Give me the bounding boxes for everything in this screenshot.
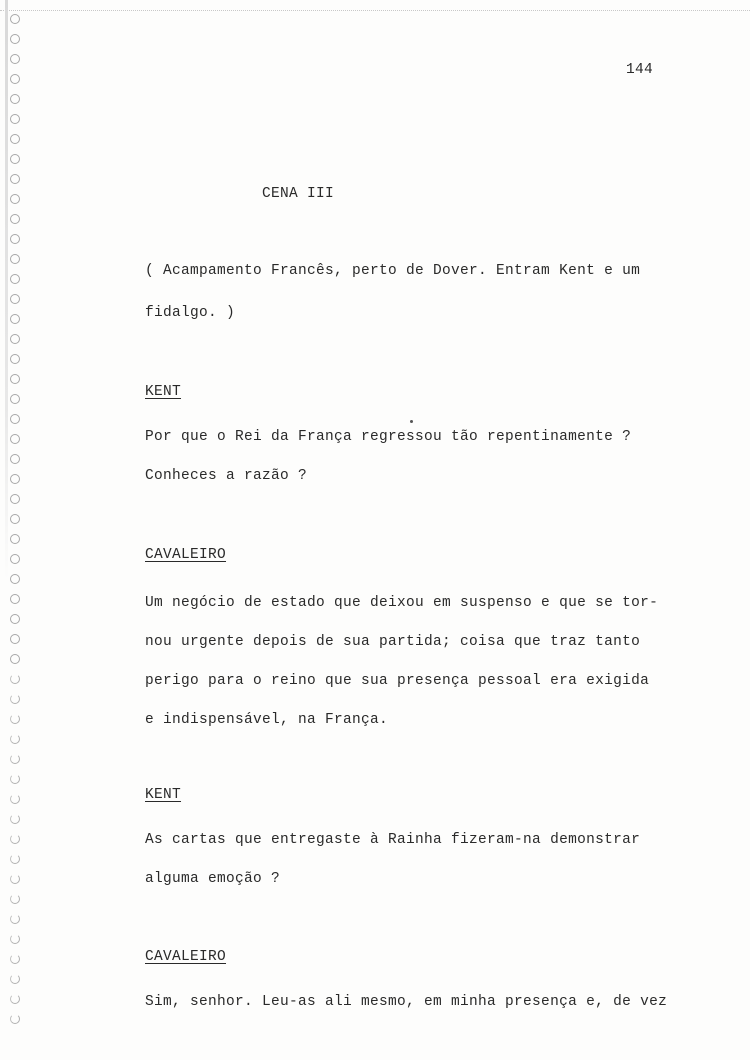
binder-hole (10, 514, 20, 524)
binder-hole (10, 174, 20, 184)
binder-hole (10, 974, 20, 984)
binder-hole (10, 334, 20, 344)
binder-hole (10, 434, 20, 444)
binder-hole (10, 194, 20, 204)
binder-hole (10, 774, 20, 784)
dialogue-line: Conheces a razão ? (145, 468, 308, 484)
dialogue-line: As cartas que entregaste à Rainha fizeram-na demonstrar (145, 832, 641, 848)
binder-hole (10, 714, 20, 724)
speaker-name: CAVALEIRO (145, 949, 227, 965)
binder-hole (10, 134, 20, 144)
binder-hole (10, 674, 20, 684)
binder-hole (10, 594, 20, 604)
binder-hole (10, 54, 20, 64)
binder-hole (10, 754, 20, 764)
binder-hole (10, 114, 20, 124)
binder-hole (10, 414, 20, 424)
binder-hole (10, 214, 20, 224)
binder-hole (10, 94, 20, 104)
binder-hole (10, 234, 20, 244)
binder-hole (10, 554, 20, 564)
dialogue-line: perigo para o reino que sua presença pessoal era exigida (145, 673, 650, 689)
ink-speck (410, 420, 413, 423)
binder-hole (10, 814, 20, 824)
binder-hole (10, 654, 20, 664)
stage-direction-line: fidalgo. ) (145, 305, 236, 321)
binder-hole (10, 454, 20, 464)
binder-hole (10, 794, 20, 804)
binder-hole (10, 254, 20, 264)
binder-hole (10, 634, 20, 644)
binder-hole (10, 394, 20, 404)
dialogue-line: Sim, senhor. Leu-as ali mesmo, em minha presença e, de vez (145, 994, 668, 1010)
binder-hole (10, 314, 20, 324)
binder-hole (10, 734, 20, 744)
binder-hole (10, 34, 20, 44)
binder-hole (10, 154, 20, 164)
dialogue-line: alguma emoção ? (145, 871, 281, 887)
binder-hole (10, 1014, 20, 1024)
dialogue-line: nou urgente depois de sua partida; coisa que traz tanto (145, 634, 641, 650)
binder-hole (10, 874, 20, 884)
binder-hole (10, 534, 20, 544)
page-number: 144 (626, 62, 654, 78)
binder-hole (10, 994, 20, 1004)
speaker-name: KENT (145, 787, 182, 803)
dialogue-line: Um negócio de estado que deixou em suspenso e que se tor- (145, 595, 659, 611)
stage-direction-line: ( Acampamento Francês, perto de Dover. Entram Kent e um (145, 263, 641, 279)
binder-hole (10, 834, 20, 844)
binder-hole (10, 614, 20, 624)
binder-hole (10, 274, 20, 284)
binder-hole (10, 494, 20, 504)
binder-hole (10, 294, 20, 304)
binder-hole (10, 374, 20, 384)
speaker-name: KENT (145, 384, 182, 400)
binder-hole (10, 914, 20, 924)
binding-margin (5, 0, 8, 580)
binder-hole (10, 854, 20, 864)
binder-hole (10, 74, 20, 84)
binder-hole (10, 354, 20, 364)
binder-hole (10, 954, 20, 964)
binder-hole (10, 934, 20, 944)
binder-hole (10, 894, 20, 904)
dialogue-line: e indispensável, na França. (145, 712, 389, 728)
dialogue-line: Por que o Rei da França regressou tão repentinamente ? (145, 429, 632, 445)
binder-hole (10, 474, 20, 484)
binder-hole (10, 694, 20, 704)
binder-hole (10, 574, 20, 584)
binder-hole (10, 14, 20, 24)
page-top-edge (0, 10, 750, 11)
scene-title: CENA III (262, 186, 335, 202)
speaker-name: CAVALEIRO (145, 547, 227, 563)
